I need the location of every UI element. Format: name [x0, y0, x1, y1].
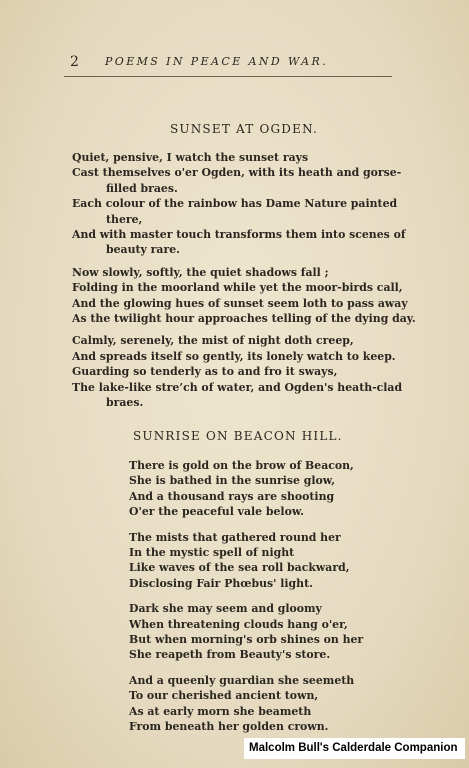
poem-line: there,: [106, 212, 143, 226]
poem-line: But when morning's orb shines on her: [129, 633, 364, 647]
poem-sunrise-on-beacon-hill: [129, 458, 363, 735]
poem-line: Guarding so tenderly as to and fro it sways,: [72, 365, 338, 379]
poem-title-sunset-at-ogden: SUNSET AT OGDEN.: [170, 122, 319, 136]
watermark: Malcolm Bull's Calderdale Companion: [244, 738, 465, 759]
stanza: [129, 673, 363, 735]
poem-line: The lake-like stre’ch of water, and Ogden's heath-clad: [72, 380, 403, 394]
poem-line: And with master touch transforms them into scenes of: [72, 228, 406, 242]
page-header: [0, 54, 469, 74]
poem-line: Calmly, serenely, the mist of night doth creep,: [72, 334, 354, 348]
poem-line: Each colour of the rainbow has Dame Nature painted: [72, 197, 398, 211]
poem-line: The mists that gathered round her: [129, 530, 341, 544]
poem-title-sunrise-on-beacon-hill: SUNRISE ON BEACON HILL.: [133, 429, 343, 443]
poem-line: Disclosing Fair Phœbus' light.: [129, 576, 313, 590]
poem-line: beauty rare.: [106, 243, 180, 257]
poem-line: To our cherished ancient town,: [129, 689, 319, 703]
poem-sunset-at-ogden: [72, 150, 416, 411]
poem-line: Folding in the moorland while yet the moor-birds call,: [72, 281, 403, 295]
poem-line: And a thousand rays are shooting: [129, 489, 335, 503]
poem-line: From beneath her golden crown.: [129, 720, 329, 734]
running-title: POEMS IN PEACE AND WAR.: [105, 55, 329, 68]
poem-line: And a queenly guardian she seemeth: [129, 673, 355, 687]
poem-line: Now slowly, softly, the quiet shadows fall ;: [72, 265, 329, 279]
stanza: [129, 601, 363, 663]
stanza: [72, 150, 416, 258]
poem-line: And the glowing hues of sunset seem loth to pass away: [72, 296, 408, 310]
poem-line: Cast themselves o'er Ogden, with its heath and gorse-: [72, 166, 402, 180]
poem-line: braes.: [106, 396, 144, 410]
poem-line: O'er the peaceful vale below.: [129, 505, 304, 519]
poem-line: Dark she may seem and gloomy: [129, 602, 322, 616]
poem-line: Quiet, pensive, I watch the sunset rays: [72, 151, 309, 164]
poem-line: As the twilight hour approaches telling of the dying day.: [72, 312, 416, 326]
poem-line: She is bathed in the sunrise glow,: [129, 474, 336, 488]
poem-line: She reapeth from Beauty's store.: [129, 648, 331, 662]
poem-line: And spreads itself so gently, its lonely watch to keep.: [72, 349, 396, 363]
poem-line: In the mystic spell of night: [129, 546, 295, 560]
poem-line: When threatening clouds hang o'er,: [129, 617, 348, 631]
stanza: [129, 458, 363, 520]
stanza: [72, 265, 416, 327]
header-rule: [64, 76, 392, 77]
poem-line: Like waves of the sea roll backward,: [129, 561, 350, 575]
poem-line: There is gold on the brow of Beacon,: [129, 459, 354, 472]
stanza: [72, 333, 416, 410]
stanza: [129, 530, 363, 592]
poem-line: filled braes.: [106, 181, 178, 195]
poem-line: As at early morn she beameth: [129, 704, 312, 718]
page-number: 2: [70, 54, 79, 70]
